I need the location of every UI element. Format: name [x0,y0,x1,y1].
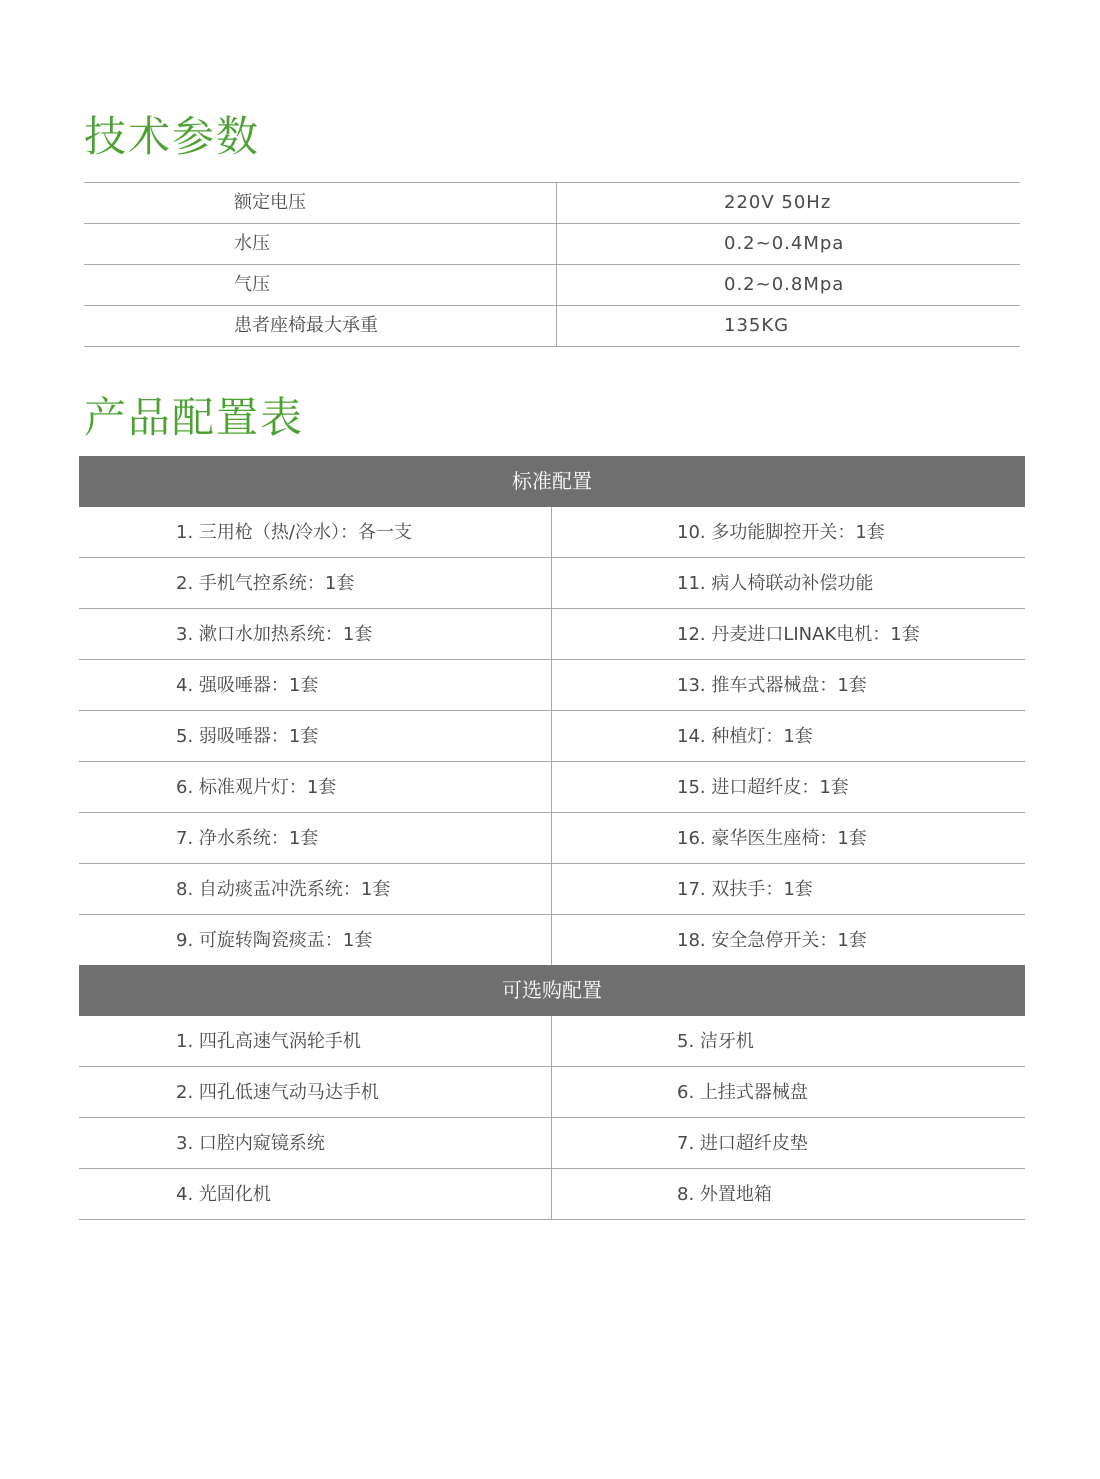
column-divider [551,762,552,812]
column-divider [551,1169,552,1219]
standard-config-header: 标准配置 [79,456,1025,507]
config-item: 13. 推车式器械盘：1套 [677,675,867,696]
table-row [79,762,1025,813]
table-row [79,1169,1025,1220]
config-item: 10. 多功能脚控开关：1套 [677,522,885,543]
tech-params-title: 技术参数 [84,112,261,161]
config-item: 1. 三用枪（热/冷水）：各一支 [176,522,412,543]
table-row [79,915,1025,965]
config-item: 17. 双扶手：1套 [677,879,813,900]
column-divider [551,1016,552,1066]
table-row [79,711,1025,762]
config-item: 5. 弱吸唾器：1套 [176,726,319,747]
config-item: 12. 丹麦进口LINAK电机：1套 [677,624,920,645]
product-config-title: 产品配置表 [84,393,305,442]
config-item: 11. 病人椅联动补偿功能 [677,573,874,594]
column-divider [551,915,552,965]
table-row [79,1016,1025,1067]
config-item: 4. 光固化机 [176,1184,271,1205]
config-item: 15. 进口超纤皮：1套 [677,777,849,798]
table-row [79,864,1025,915]
table-row [79,507,1025,558]
param-name: 水压 [234,233,270,254]
config-item: 2. 四孔低速气动马达手机 [176,1082,379,1103]
config-item: 16. 豪华医生座椅：1套 [677,828,867,849]
config-item: 5. 洁牙机 [677,1031,754,1052]
config-item: 6. 上挂式器械盘 [677,1082,808,1103]
config-item: 9. 可旋转陶瓷痰盂：1套 [176,930,373,951]
table-row [84,265,1020,306]
table-row [79,609,1025,660]
table-row [79,660,1025,711]
param-value: 220V 50Hz [724,192,832,213]
tech-params-table [84,182,1020,347]
column-divider [556,265,557,305]
param-name: 气压 [234,274,270,295]
param-name: 患者座椅最大承重 [234,315,378,336]
config-item: 6. 标准观片灯：1套 [176,777,337,798]
column-divider [551,711,552,761]
config-item: 14. 种植灯：1套 [677,726,813,747]
column-divider [551,558,552,608]
config-item: 7. 净水系统：1套 [176,828,319,849]
config-item: 3. 漱口水加热系统：1套 [176,624,373,645]
column-divider [556,224,557,264]
config-item: 7. 进口超纤皮垫 [677,1133,808,1154]
config-item: 18. 安全急停开关：1套 [677,930,867,951]
column-divider [551,1118,552,1168]
config-item: 1. 四孔高速气涡轮手机 [176,1031,361,1052]
table-row [79,1067,1025,1118]
optional-config-header: 可选购配置 [79,965,1025,1016]
table-row [84,306,1020,347]
product-config-table [79,456,1025,1220]
column-divider [551,864,552,914]
column-divider [551,1067,552,1117]
param-value: 0.2~0.8Mpa [724,274,845,295]
table-row [79,1118,1025,1169]
param-value: 0.2~0.4Mpa [724,233,845,254]
config-item: 3. 口腔内窥镜系统 [176,1133,325,1154]
column-divider [556,183,557,223]
config-item: 8. 外置地箱 [677,1184,772,1205]
table-row [84,183,1020,224]
config-item: 2. 手机气控系统：1套 [176,573,355,594]
table-row [84,224,1020,265]
param-value: 135KG [724,315,790,336]
param-name: 额定电压 [234,192,306,213]
column-divider [551,813,552,863]
config-item: 4. 强吸唾器：1套 [176,675,319,696]
config-item: 8. 自动痰盂冲洗系统：1套 [176,879,391,900]
table-row [79,558,1025,609]
column-divider [551,660,552,710]
table-row [79,813,1025,864]
column-divider [556,306,557,346]
column-divider [551,507,552,557]
column-divider [551,609,552,659]
